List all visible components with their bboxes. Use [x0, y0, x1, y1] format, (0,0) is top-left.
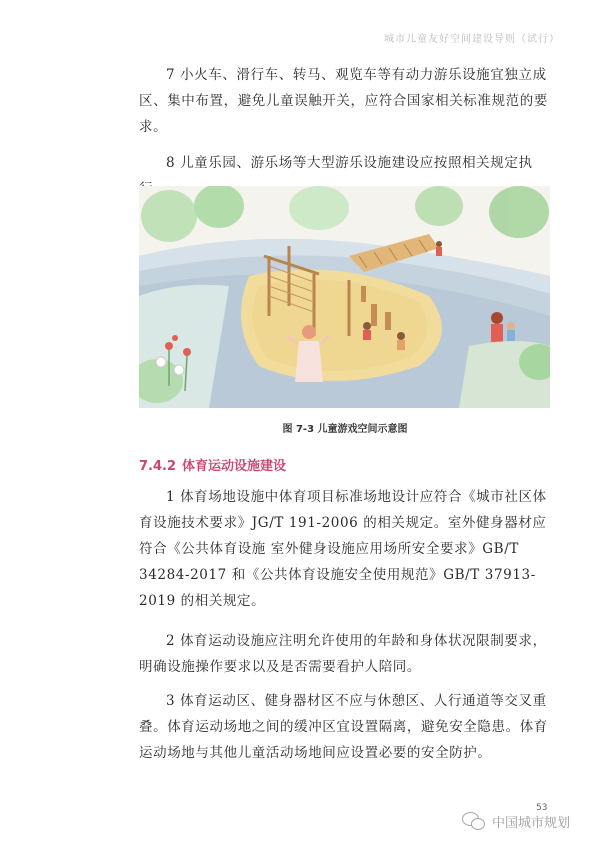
- wechat-icon: [462, 811, 486, 831]
- section-title: 体育运动设施建设: [182, 459, 287, 474]
- paragraph-item-8: 8 儿童乐园、游乐场等大型游乐设施建设应按照相关规定执: [166, 155, 533, 171]
- section-item-2: 2 体育运动设施应注明允许使用的年龄和身体状况限制要求，明确设施操作要求以及是否需要看护人陪同。: [139, 633, 547, 675]
- running-header: 城市儿童友好空间建设导则（试行）: [384, 34, 560, 45]
- children-play-space-illustration: [139, 186, 550, 408]
- section-number: 7.4.2: [139, 459, 177, 474]
- watermark: [462, 811, 570, 831]
- section-item-3: 3 体育运动区、健身器材区不应与休憩区、人行通道等交叉重叠。体育运动场地之间的缓冲区宜设置隔离，避免安全隐患。体育运动场地与其他儿童活动场地间应设置必要的安全防护。: [139, 693, 548, 761]
- watermark-text: 中国城市规划: [492, 815, 571, 831]
- paragraph-item-7: 7 小火车、滑行车、转马、观览车等有动力游乐设施宜独立成区、集中布置，避免儿童误触开关，应符合国家相关标准规范的要求。: [139, 67, 548, 135]
- section-heading: [139, 455, 286, 474]
- section-item-1: 1 体育场地设施中体育项目标准场地设计应符合《城市社区体育设施技术要求》JG/T 191-2006 的相关规定。室外健身器材应符合《公共体育设施 室外健身设施应用场所安全要求》GB/T 34284-2017 和《公共体育设施安全使用规范》GB/T 37913-2019 的相关规定。: [139, 489, 547, 609]
- figure-caption: 图 7-3 儿童游戏空间示意图: [282, 424, 408, 435]
- page-number: 53: [536, 803, 548, 813]
